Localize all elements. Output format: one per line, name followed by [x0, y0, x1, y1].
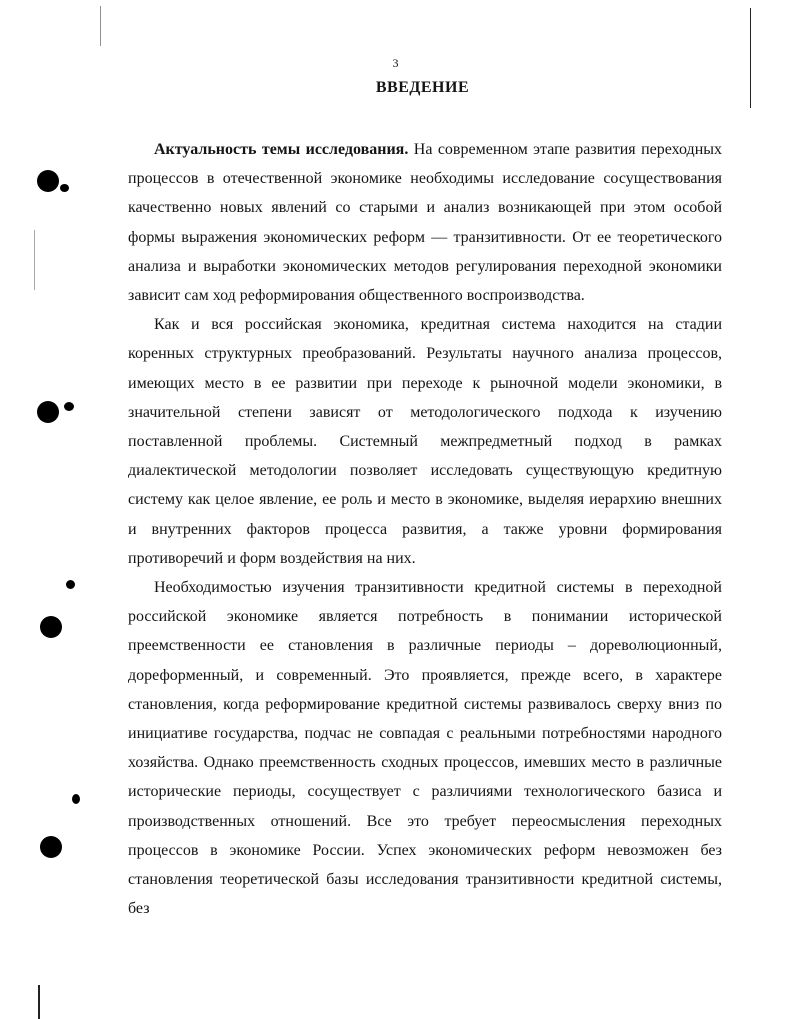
margin-speck-1	[60, 184, 69, 192]
section-heading: ВВЕДЕНИЕ	[375, 79, 470, 96]
scan-edge-line-left-bottom	[38, 985, 40, 1019]
margin-speck-3	[66, 580, 75, 589]
page-number: 3	[392, 56, 399, 70]
paragraph-1-text: На современном этапе развития переходных процессов в отечественной экономике необходимы исследование сосуществования качественно новых явлений со старыми и анализ возникающей при этом особой формы выражения экономических реформ — транзитивности. От ее теоретического анализа и выработки экономических методов регулирования переходной экономики зависит сам ход реформирования общественного воспроизводства.	[128, 141, 723, 305]
punch-hole-1	[37, 170, 59, 192]
punch-hole-2	[37, 401, 59, 423]
paragraph-1-lead: Актуальность темы исследования.	[154, 141, 409, 158]
paragraph-1	[128, 135, 722, 310]
paragraph-2: Как и вся российская экономика, кредитная система находится на стадии коренных структурных преобразований. Результаты научного анализа процессов, имеющих место в ее развитии при переходе к рыночной модели экономики, в значительной степени зависят от методологического подхода к изучению поставленной проблемы. Системный межпредметный подход в рамках диалектической методологии позволяет исследовать существующую кредитную систему как целое явление, ее роль и место в экономике, выделяя иерархию внешних и внутренних факторов процесса развития, а также уровни формирования противоречий и форм воздействия на них.	[128, 316, 722, 567]
paragraph-3: Необходимостью изучения транзитивности кредитной системы в переходной российской экономике является потребность в понимании исторической преемственности ее становления в различные периоды – дореволюционный, дореформенный, и современный. Это проявляется, прежде всего, в характере становления, когда реформирование кредитной системы развивалось сверху вниз по инициативе государства, подчас не совпадая с реальными потребностями народного хозяйства. Однако преемственность сходных процессов, имевших место в различные исторические периоды, сосуществует с различиями технологического базиса и производственных отношений. Все это требует переосмысления переходных процессов в экономике России. Успех экономических реформ невозможен без становления теоретической базы исследования транзитивности кредитной системы, без	[128, 579, 722, 918]
body-text	[128, 135, 722, 923]
scan-edge-line-left-mid	[34, 230, 35, 290]
scan-edge-line-left-top	[100, 6, 101, 46]
margin-speck-2	[64, 402, 74, 411]
punch-hole-4	[40, 836, 62, 858]
margin-speck-4	[72, 794, 80, 804]
punch-hole-3	[40, 616, 62, 638]
